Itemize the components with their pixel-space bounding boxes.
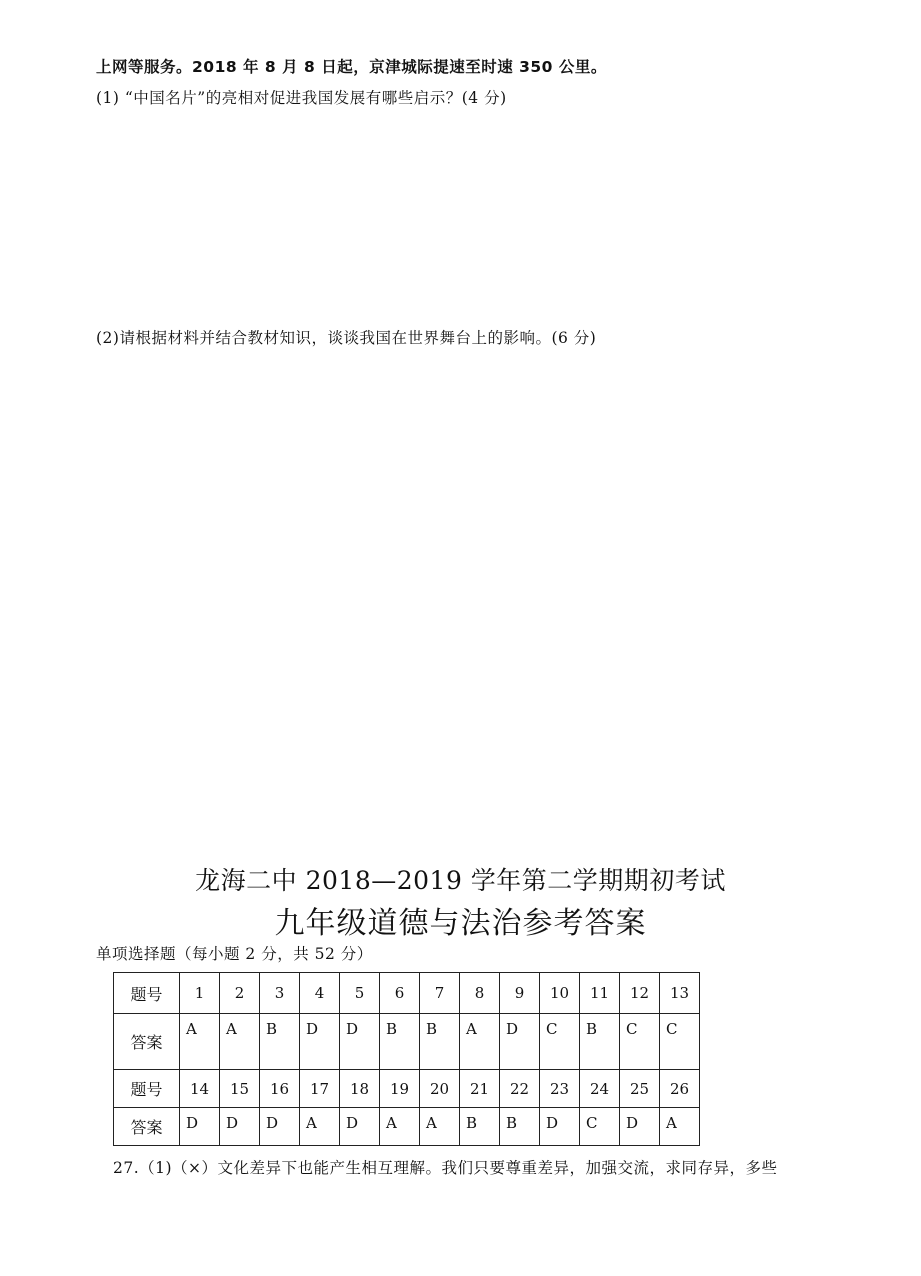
answer-cell: A (420, 1108, 460, 1146)
answer-cell: C (540, 1014, 580, 1070)
answer-cell: D (540, 1108, 580, 1146)
answer-cell: A (380, 1108, 420, 1146)
answer-cell: B (380, 1014, 420, 1070)
question-number-cell: 25 (620, 1070, 660, 1108)
question-2: (2)请根据材料并结合教材知识，谈谈我国在世界舞台上的影响。(6 分) (96, 329, 597, 347)
question-number-cell: 7 (420, 973, 460, 1014)
answer-cell: C (660, 1014, 700, 1070)
answer-cell: A (300, 1108, 340, 1146)
question-number-cell: 19 (380, 1070, 420, 1108)
answer-cell: D (180, 1108, 220, 1146)
answer-cell: B (500, 1108, 540, 1146)
question-number-cell: 18 (340, 1070, 380, 1108)
row-label-number: 题号 (114, 973, 180, 1014)
answer-cell: B (580, 1014, 620, 1070)
question-number-cell: 17 (300, 1070, 340, 1108)
question-number-cell: 5 (340, 973, 380, 1014)
question-number-cell: 20 (420, 1070, 460, 1108)
material-text-line: 上网等服务。2018 年 8 月 8 日起，京津城际提速至时速 350 公里。 (96, 58, 607, 76)
row-label-answer: 答案 (114, 1108, 180, 1146)
answer-cell: C (580, 1108, 620, 1146)
table-row-numbers-2 (114, 1070, 700, 1108)
answer-key-title: 龙海二中 2018—2019 学年第二学期期初考试 (195, 866, 726, 895)
question-number-cell: 24 (580, 1070, 620, 1108)
question-number-cell: 1 (180, 973, 220, 1014)
question-number-cell: 11 (580, 973, 620, 1014)
question-1: (1) “中国名片”的亮相对促进我国发展有哪些启示？(4 分) (96, 89, 507, 107)
question-number-cell: 23 (540, 1070, 580, 1108)
answer-cell: A (220, 1014, 260, 1070)
question-number-cell: 13 (660, 973, 700, 1014)
answer-table (113, 972, 700, 1146)
answer-cell: A (460, 1014, 500, 1070)
answer-cell: C (620, 1014, 660, 1070)
table-row-answers-2 (114, 1108, 700, 1146)
question-number-cell: 4 (300, 973, 340, 1014)
question-27-answer: 27.（1)（×）文化差异下也能产生相互理解。我们只要尊重差异，加强交流，求同存异，多些 (113, 1159, 778, 1177)
question-number-cell: 2 (220, 973, 260, 1014)
answer-cell: D (340, 1014, 380, 1070)
question-number-cell: 12 (620, 973, 660, 1014)
answer-key-subtitle: 九年级道德与法治参考答案 (274, 906, 647, 941)
table-row-numbers-1 (114, 973, 700, 1014)
answer-cell: B (420, 1014, 460, 1070)
question-number-cell: 16 (260, 1070, 300, 1108)
answer-cell: B (260, 1014, 300, 1070)
question-number-cell: 26 (660, 1070, 700, 1108)
answer-cell: D (300, 1014, 340, 1070)
question-number-cell: 15 (220, 1070, 260, 1108)
answer-cell: D (620, 1108, 660, 1146)
answer-cell: A (660, 1108, 700, 1146)
row-label-answer: 答案 (114, 1014, 180, 1070)
question-number-cell: 6 (380, 973, 420, 1014)
table-row-answers-1 (114, 1014, 700, 1070)
question-number-cell: 10 (540, 973, 580, 1014)
answer-cell: D (500, 1014, 540, 1070)
row-label-number: 题号 (114, 1070, 180, 1108)
question-number-cell: 3 (260, 973, 300, 1014)
question-number-cell: 9 (500, 973, 540, 1014)
answer-cell: D (260, 1108, 300, 1146)
question-number-cell: 21 (460, 1070, 500, 1108)
answer-cell: D (340, 1108, 380, 1146)
question-number-cell: 14 (180, 1070, 220, 1108)
answer-cell: A (180, 1014, 220, 1070)
answer-cell: B (460, 1108, 500, 1146)
question-number-cell: 22 (500, 1070, 540, 1108)
section-heading: 单项选择题（每小题 2 分，共 52 分） (96, 945, 373, 963)
question-number-cell: 8 (460, 973, 500, 1014)
answer-cell: D (220, 1108, 260, 1146)
